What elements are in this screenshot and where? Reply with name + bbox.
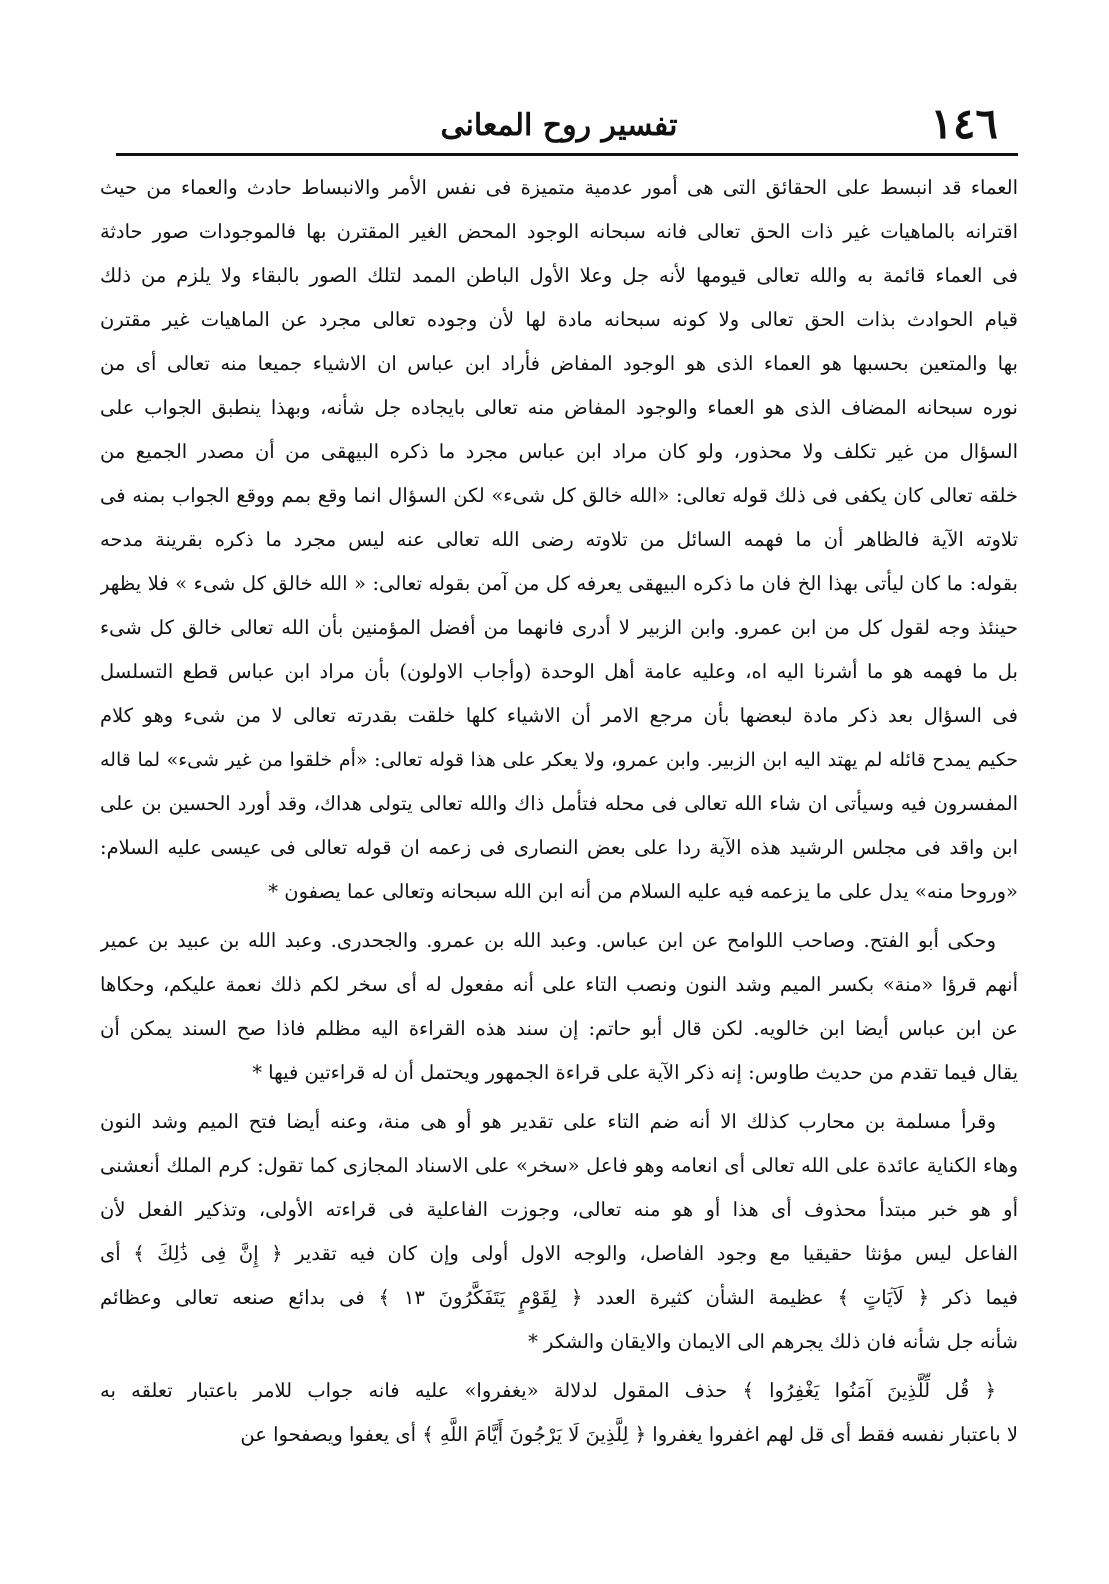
text-line: بها والمتعين بحسبها هو العماء الذى هو الوجود المفاض فأراد ابن عباس ان الاشياء جميعا منه تعالى أى من [100, 352, 1018, 375]
text-line: ﴿ قُل لِّلَّذِينَ آمَنُوا يَغْفِرُوا ﴾ حذف المقول لدلالة «يغفروا» عليه فانه جواب للامر باعتبار تعلقه به [100, 1379, 996, 1402]
body-text [100, 166, 1018, 1457]
header-rule [116, 153, 1018, 156]
text-line: فى السؤال بعد ذكر مادة لبعضها بأن مرجع الامر أن الاشياء كلها خلقت بقدرته تعالى لا من شىء وهو كلام [100, 704, 1018, 727]
text-line: خلقه تعالى كان يكفى فى ذلك قوله تعالى: «الله خالق كل شىء» لكن السؤال انما وقع بمم ووقع الجواب بمنه فى [100, 484, 1018, 507]
text-line: اقترانه بالماهيات غير ذات الحق تعالى فانه سبحانه الوجود المحض الغير المقترن بها فالموجودات صور حادثة [100, 220, 1018, 243]
text-line: العماء قد انبسط على الحقائق التى هى أمور عدمية متميزة فى نفس الأمر والانبساط حادث والعماء من حيث [100, 176, 1018, 199]
text-line: فيما ذكر ﴿ لَآيَاتٍ ﴾ عظيمة الشأن كثيرة العدد ﴿ لِقَوْمٍ يَتَفَكَّرُونَ ١٣ ﴾ فى بدائع صنعه تعالى وعظائم [100, 1286, 1018, 1309]
text-line: يقال فيما تقدم من حديث طاوس: إنه ذكر الآية على قراءة الجمهور ويحتمل أن له قراءتين فيها * [252, 1061, 1018, 1084]
text-line: تلاوته الآية فالظاهر أن ما فهمه السائل من تلاوته رضى الله تعالى عنه ليس مجرد ما ذكره بقرينة مدحه [100, 528, 1018, 551]
text-line: نوره سبحانه المضاف الذى هو العماء والوجود المفاض منه تعالى بايجاده جل شأنه، وبهذا ينطبق الجواب على [100, 396, 1018, 419]
text-line: حينئذ وجه لقول كل من ابن عمرو. وابن الزبير لا أدرى فانهما من أفضل المؤمنين بأن الله تعالى خالق كل شىء [100, 616, 1018, 639]
running-title: تفسير روح المعانى [440, 108, 678, 143]
paragraph [100, 1100, 1018, 1364]
text-line: وحكى أبو الفتح. وصاحب اللوامح عن ابن عباس. وعبد الله بن عمرو. والجحدرى. وعبد الله بن عبيد بن عمير [100, 929, 996, 952]
text-line: وهاء الكناية عائدة على الله تعالى أى انعامه وهو فاعل «سخر» على الاسناد المجازى كما تقول: كرم الملك أنعشنى [100, 1154, 1018, 1177]
page-header [100, 98, 1018, 160]
text-line: عن ابن عباس أيضا ابن خالويه. لكن قال أبو حاتم: إن سند هذه القراءة اليه مظلم فاذا صح السند يمكن أن [100, 1017, 1018, 1040]
page-number: ١٤٦ [930, 99, 998, 148]
book-page [100, 98, 1018, 1528]
paragraph [100, 919, 1018, 1095]
text-line: الفاعل ليس مؤنثا حقيقيا مع وجود الفاصل، والوجه الاول أولى وإن كان فيه تقدير ﴿ إِنَّ فِى ذَٰلِكَ ﴾ أى [100, 1242, 1018, 1265]
text-line: أنهم قرؤا «منة» بكسر الميم وشد النون ونصب التاء على أنه مفعول له أى سخر لكم ذلك نعمة عليكم، وحكاها [100, 973, 1018, 996]
text-line: أو هو خبر مبتدأ محذوف أى هذا أو هو منه تعالى، وجوزت الفاعلية فى قراءته الأولى، وتذكير الفعل لأن [100, 1198, 1018, 1221]
text-line: حكيم يمدح قائله لم يهتد اليه ابن الزبير. وابن عمرو، ولا يعكر على هذا قوله تعالى: «أم خلقوا من غير شىء» لما قاله [100, 749, 1018, 771]
text-line: فى العماء قائمة به والله تعالى قيومها لأنه جل وعلا الأول الباطن الممد لتلك الصور بالبقاء ولا يلزم من ذلك [100, 264, 1018, 287]
text-line: وقرأ مسلمة بن محارب كذلك الا أنه ضم التاء على تقدير هو أو هى منة، وعنه أيضا فتح الميم وشد النون [100, 1110, 996, 1133]
paragraph [100, 1369, 1018, 1457]
text-line: المفسرون فيه وسيأتى ان شاء الله تعالى فى محله فتأمل ذاك والله تعالى يتولى هداك، وقد أورد الحسين بن على [100, 792, 1018, 815]
text-line: «وروحا منه» يدل على ما يزعمه فيه عليه السلام من أنه ابن الله سبحانه وتعالى عما يصفون * [268, 880, 1018, 903]
paragraph [100, 166, 1018, 914]
text-line: قيام الحوادث بذات الحق تعالى ولا كونه سبحانه مادة لها لأن وجوده تعالى مجرد عن الماهيات غير مقترن [100, 308, 1018, 331]
text-line: لا باعتبار نفسه فقط أى قل لهم اغفروا يغفروا ﴿ لِلَّذِينَ لَا يَرْجُونَ أَيَّامَ اللَّهِ ﴾ أى يعفوا ويصفحوا عن [240, 1423, 1018, 1446]
text-line: بل ما فهمه هو ما أشرنا اليه اه، وعليه عامة أهل الوحدة (وأجاب الاولون) بأن مراد ابن عباس قطع التسلسل [100, 660, 1018, 683]
text-line: شأنه جل شأنه فان ذلك يجرهم الى الايمان والايقان والشكر * [528, 1330, 1018, 1353]
text-line: السؤال من غير تكلف ولا محذور، ولو كان مراد ابن عباس مجرد ما ذكره البيهقى من أن مصدر الجميع من [100, 440, 1018, 463]
text-line: بقوله: ما كان ليأتى بهذا الخ فان ما ذكره البيهقى يعرفه كل من آمن بقوله تعالى: « الله خالق كل شىء » فلا يظهر [100, 572, 1018, 595]
text-line: ابن واقد فى مجلس الرشيد هذه الآية ردا على بعض النصارى فى زعمه ان قوله تعالى فى عيسى عليه السلام: [100, 836, 1018, 859]
